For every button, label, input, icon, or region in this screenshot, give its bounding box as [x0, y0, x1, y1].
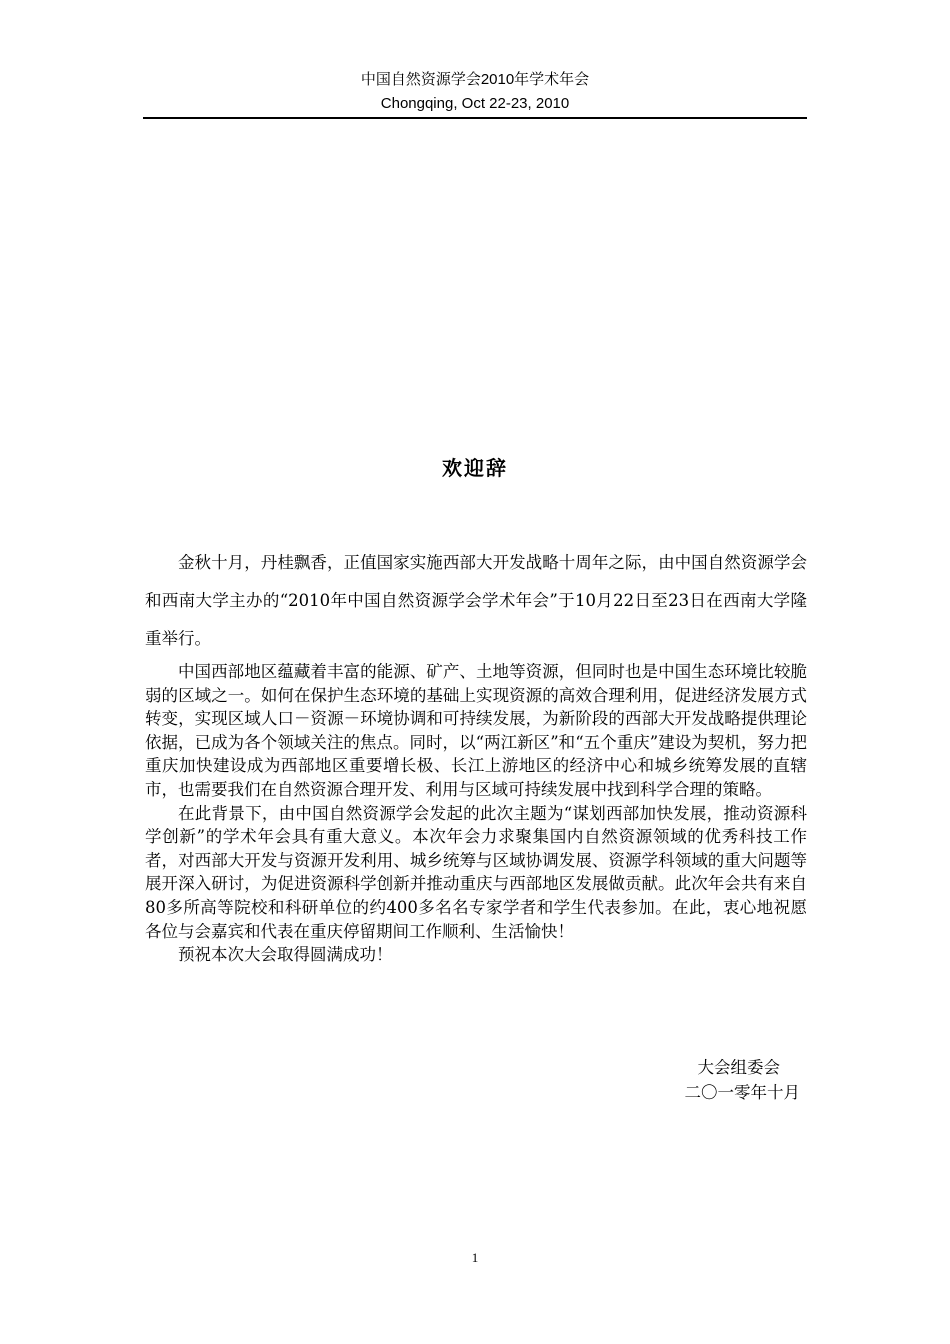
signature-block: [560, 1055, 800, 1105]
page-title: 欢迎辞: [442, 456, 508, 480]
paragraph-background: 中国西部地区蕴藏着丰富的能源、矿产、土地等资源，但同时也是中国生态环境比较脆弱的区域之一。如何在保护生态环境的基础上实现资源的高效合理利用，促进经济发展方式转变，实现区域人口－资源－环境协调和可持续发展，为新阶段的西部大开发战略提供理论依据，已成为各个领域关注的焦点。同时，以“两江新区”和“五个重庆”建设为契机，努力把重庆加快建设成为西部地区重要增长极、长江上游地区的经济中心和城乡统筹发展的直辖市，也需要我们在自然资源合理开发、利用与区域可持续发展中找到科学合理的策略。: [145, 662, 807, 799]
paragraph-significance: 在此背景下，由中国自然资源学会发起的此次主题为“谋划西部加快发展，推动资源科学创新”的学术年会具有重大意义。本次年会力求聚集国内自然资源领域的优秀科技工作者，对西部大开发与资源开发利用、城乡统筹与区域协调发展、资源学科领域的重大问题等展开深入研讨，为促进资源科学创新并推动重庆与西部地区发展做贡献。此次年会共有来自80多所高等院校和科研单位的约400多名名专家学者和学生代表参加。在此，衷心地祝愿各位与会嘉宾和代表在重庆停留期间工作顺利、生活愉快！: [145, 803, 807, 941]
header-divider: [143, 117, 807, 119]
header-location-date: Chongqing, Oct 22-23, 2010: [380, 95, 570, 112]
page-header: [143, 68, 807, 116]
paragraph-closing: 预祝本次大会取得圆满成功！: [178, 945, 393, 965]
header-conference-title: 中国自然资源学会2010年学术年会: [360, 71, 590, 88]
signature-organizer: 大会组委会: [697, 1058, 780, 1077]
signature-date: 二〇一零年十月: [684, 1083, 800, 1102]
letter-body: [145, 544, 807, 967]
page-number: 1: [471, 1250, 479, 1265]
paragraph-intro: 金秋十月，丹桂飘香，正值国家实施西部大开发战略十周年之际，由中国自然资源学会和西南大学主办的“2010年中国自然资源学会学术年会”于10月22日至23日在西南大学隆重举行。: [145, 553, 807, 648]
